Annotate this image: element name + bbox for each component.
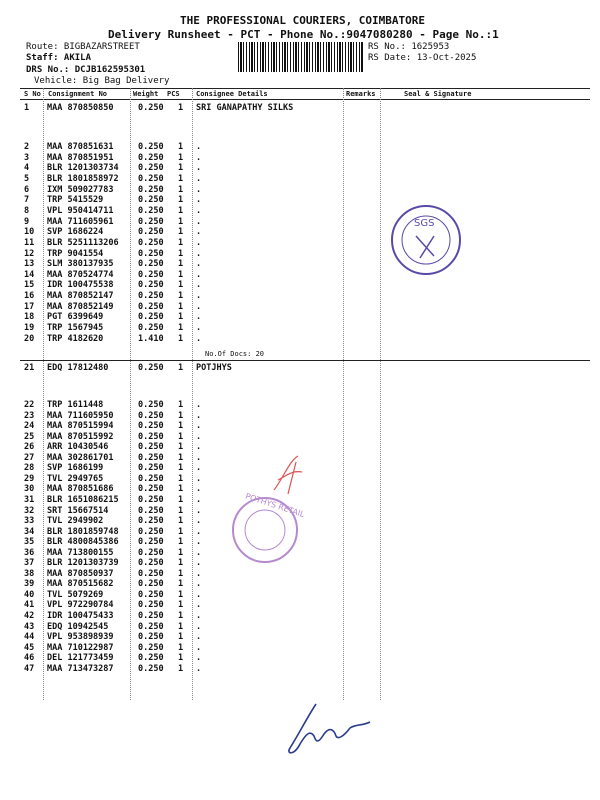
row-sno: 33 xyxy=(24,516,35,527)
row-pcs: 1 xyxy=(178,163,184,174)
row-consignment: MAA 870851951 xyxy=(47,152,114,163)
row-pcs: 1 xyxy=(178,410,184,421)
row-sno: 34 xyxy=(24,526,35,537)
row-consignee: . xyxy=(196,195,202,206)
table-row xyxy=(0,600,600,610)
row-sno: 31 xyxy=(24,494,35,505)
table-row xyxy=(0,153,600,163)
table-row xyxy=(0,238,600,248)
staff-label: Staff: AKILA xyxy=(26,53,92,63)
row-sno: 45 xyxy=(24,642,35,653)
row-consignee: . xyxy=(196,621,202,632)
row-consignee: . xyxy=(196,312,202,323)
row-sno: 43 xyxy=(24,621,35,632)
table-row xyxy=(0,664,600,674)
row-consignment: BLR 5251113206 xyxy=(47,237,119,248)
row-weight: 0.250 xyxy=(138,280,164,291)
barcode xyxy=(238,42,364,72)
row-consignment: IXM 509027783 xyxy=(47,184,114,195)
col-consignee: Consignee Details xyxy=(196,90,268,98)
row-weight: 0.250 xyxy=(138,237,164,248)
row-sno: 6 xyxy=(24,184,30,195)
row-pcs: 1 xyxy=(178,653,184,664)
table-row xyxy=(0,291,600,301)
row-pcs: 1 xyxy=(178,248,184,259)
row-sno: 42 xyxy=(24,611,35,621)
row-consignee: . xyxy=(196,163,202,174)
row-consignee: . xyxy=(196,291,202,302)
row-sno: 23 xyxy=(24,410,35,421)
row-pcs: 1 xyxy=(178,237,184,248)
pothys-stamp xyxy=(222,490,308,570)
row-consignee: . xyxy=(196,400,202,410)
row-sno: 36 xyxy=(24,547,35,558)
row-consignee: . xyxy=(196,184,202,195)
row-consignment: BLR 1651086215 xyxy=(47,494,119,505)
col-sno: S No xyxy=(24,90,41,98)
table-row xyxy=(0,249,600,259)
row-consignee: POTJHYS xyxy=(196,363,232,373)
table-row xyxy=(0,411,600,421)
row-weight: 0.250 xyxy=(138,400,164,410)
table-row xyxy=(0,632,600,642)
row-sno: 1 xyxy=(24,103,30,113)
col-remarks: Remarks xyxy=(346,90,376,98)
table-row xyxy=(0,302,600,312)
table-row xyxy=(0,611,600,621)
table-row xyxy=(0,334,600,344)
row-sno: 47 xyxy=(24,663,35,674)
row-weight: 0.250 xyxy=(138,589,164,600)
table-row xyxy=(0,217,600,227)
row-consignee: . xyxy=(196,452,202,463)
row-weight: 0.250 xyxy=(138,431,164,442)
row-consignment: MAA 870851631 xyxy=(47,142,114,152)
row-sno: 13 xyxy=(24,259,35,270)
row-sno: 3 xyxy=(24,152,30,163)
row-consignment: BLR 1801859748 xyxy=(47,526,119,537)
row-pcs: 1 xyxy=(178,323,184,334)
row-weight: 0.250 xyxy=(138,463,164,474)
row-consignee: . xyxy=(196,653,202,664)
row-weight: 0.250 xyxy=(138,442,164,453)
row-weight: 0.250 xyxy=(138,653,164,664)
row-sno: 7 xyxy=(24,195,30,206)
row-weight: 0.250 xyxy=(138,642,164,653)
row-weight: 0.250 xyxy=(138,363,164,373)
row-consignee: . xyxy=(196,205,202,216)
row-pcs: 1 xyxy=(178,663,184,674)
row-consignment: ARR 10430546 xyxy=(47,442,109,453)
row-sno: 30 xyxy=(24,484,35,495)
row-weight: 0.250 xyxy=(138,558,164,569)
row-weight: 0.250 xyxy=(138,227,164,238)
row-weight: 0.250 xyxy=(138,494,164,505)
table-row xyxy=(0,174,600,184)
row-consignee: . xyxy=(196,526,202,537)
row-consignee: . xyxy=(196,173,202,184)
row-consignment: MAA 870852149 xyxy=(47,301,114,312)
row-consignment: BLR 1201303734 xyxy=(47,163,119,174)
row-pcs: 1 xyxy=(178,363,184,373)
table-row xyxy=(0,185,600,195)
group-rule xyxy=(20,360,590,361)
row-pcs: 1 xyxy=(178,421,184,432)
row-consignee: . xyxy=(196,152,202,163)
row-pcs: 1 xyxy=(178,558,184,569)
table-row xyxy=(0,103,600,113)
row-consignee: . xyxy=(196,642,202,653)
table-row xyxy=(0,590,600,600)
row-consignee: . xyxy=(196,237,202,248)
row-consignment: MAA 870851686 xyxy=(47,484,114,495)
row-sno: 15 xyxy=(24,280,35,291)
sgs-stamp xyxy=(386,200,466,280)
row-consignee: . xyxy=(196,333,202,344)
row-weight: 0.250 xyxy=(138,216,164,227)
row-consignment: TVL 2949902 xyxy=(47,516,104,527)
row-consignee: . xyxy=(196,568,202,579)
row-consignment: BLR 4800845386 xyxy=(47,537,119,548)
row-consignee: . xyxy=(196,142,202,152)
header-bottom-rule xyxy=(20,99,590,100)
row-consignment: SLM 380137935 xyxy=(47,259,114,270)
row-consignee: . xyxy=(196,323,202,334)
row-consignment: BLR 1201303739 xyxy=(47,558,119,569)
pothys-stamp-text: POTHYS RETAIL xyxy=(244,491,306,520)
row-pcs: 1 xyxy=(178,600,184,611)
row-pcs: 1 xyxy=(178,589,184,600)
row-weight: 0.250 xyxy=(138,452,164,463)
table-row xyxy=(0,363,600,373)
row-consignment: TRP 1611448 xyxy=(47,400,104,410)
row-consignee: . xyxy=(196,579,202,590)
row-weight: 0.250 xyxy=(138,163,164,174)
row-pcs: 1 xyxy=(178,280,184,291)
row-sno: 8 xyxy=(24,205,30,216)
table-row xyxy=(0,206,600,216)
table-row xyxy=(0,643,600,653)
row-sno: 35 xyxy=(24,537,35,548)
row-weight: 0.250 xyxy=(138,579,164,590)
row-sno: 26 xyxy=(24,442,35,453)
row-consignment: SRT 15667514 xyxy=(47,505,109,516)
row-consignment: TRP 9041554 xyxy=(47,248,104,259)
row-consignee: . xyxy=(196,259,202,270)
row-pcs: 1 xyxy=(178,173,184,184)
row-sno: 9 xyxy=(24,216,30,227)
table-row xyxy=(0,280,600,290)
sgs-stamp-text: SGS xyxy=(414,218,435,229)
row-sno: 12 xyxy=(24,248,35,259)
row-consignment: IDR 100475538 xyxy=(47,280,114,291)
doc-title: THE PROFESSIONAL COURIERS, COIMBATORE xyxy=(180,14,426,27)
row-pcs: 1 xyxy=(178,452,184,463)
row-pcs: 1 xyxy=(178,568,184,579)
row-weight: 0.250 xyxy=(138,621,164,632)
row-consignee: . xyxy=(196,442,202,453)
row-consignment: TVL 5079269 xyxy=(47,589,104,600)
table-row xyxy=(0,312,600,322)
col-seal: Seal & Signature xyxy=(404,90,472,98)
row-pcs: 1 xyxy=(178,494,184,505)
row-weight: 0.250 xyxy=(138,421,164,432)
row-sno: 18 xyxy=(24,312,35,323)
row-weight: 1.410 xyxy=(138,333,164,344)
row-consignee: . xyxy=(196,516,202,527)
row-pcs: 1 xyxy=(178,442,184,453)
drs-number: DRS No.: DCJB162595301 xyxy=(26,65,146,75)
row-pcs: 1 xyxy=(178,516,184,527)
row-consignee: . xyxy=(196,505,202,516)
row-consignment: TRP 1567945 xyxy=(47,323,104,334)
no-of-docs: No.Of Docs: 20 xyxy=(205,350,265,358)
row-consignment: SVP 1686199 xyxy=(47,463,104,474)
table-row xyxy=(0,323,600,333)
header-top-rule xyxy=(20,88,590,89)
table-row xyxy=(0,400,600,410)
row-pcs: 1 xyxy=(178,621,184,632)
table-row xyxy=(0,270,600,280)
row-pcs: 1 xyxy=(178,216,184,227)
row-sno: 11 xyxy=(24,237,35,248)
row-weight: 0.250 xyxy=(138,152,164,163)
row-weight: 0.250 xyxy=(138,568,164,579)
row-consignee: SRI GANAPATHY SILKS xyxy=(196,103,294,113)
row-sno: 27 xyxy=(24,452,35,463)
row-weight: 0.250 xyxy=(138,473,164,484)
row-consignment: TVL 2949765 xyxy=(47,473,104,484)
row-pcs: 1 xyxy=(178,152,184,163)
row-sno: 21 xyxy=(24,363,35,373)
row-weight: 0.250 xyxy=(138,205,164,216)
route-label: Route: BIGBAZARSTREET xyxy=(26,42,140,52)
row-pcs: 1 xyxy=(178,642,184,653)
table-row xyxy=(0,622,600,632)
row-weight: 0.250 xyxy=(138,410,164,421)
table-row xyxy=(0,569,600,579)
row-consignment: MAA 870524774 xyxy=(47,269,114,280)
row-sno: 28 xyxy=(24,463,35,474)
row-weight: 0.250 xyxy=(138,269,164,280)
row-consignment: MAA 711605961 xyxy=(47,216,114,227)
row-weight: 0.250 xyxy=(138,173,164,184)
row-sno: 32 xyxy=(24,505,35,516)
row-pcs: 1 xyxy=(178,333,184,344)
row-pcs: 1 xyxy=(178,291,184,302)
row-pcs: 1 xyxy=(178,526,184,537)
row-weight: 0.250 xyxy=(138,526,164,537)
table-row xyxy=(0,579,600,589)
row-consignment: EDQ 17812480 xyxy=(47,363,109,373)
row-sno: 14 xyxy=(24,269,35,280)
row-weight: 0.250 xyxy=(138,103,164,113)
row-weight: 0.250 xyxy=(138,312,164,323)
col-weight: Weight xyxy=(133,90,159,98)
row-sno: 19 xyxy=(24,323,35,334)
row-consignment: MAA 710122987 xyxy=(47,642,114,653)
row-pcs: 1 xyxy=(178,537,184,548)
row-sno: 41 xyxy=(24,600,35,611)
row-consignee: . xyxy=(196,410,202,421)
table-row xyxy=(0,259,600,269)
row-pcs: 1 xyxy=(178,547,184,558)
row-pcs: 1 xyxy=(178,205,184,216)
red-scribble xyxy=(268,450,308,500)
row-consignment: TRP 5415529 xyxy=(47,195,104,206)
row-pcs: 1 xyxy=(178,259,184,270)
row-consignee: . xyxy=(196,431,202,442)
row-sno: 40 xyxy=(24,589,35,600)
row-consignment: PGT 6399649 xyxy=(47,312,104,323)
row-consignee: . xyxy=(196,632,202,643)
row-sno: 10 xyxy=(24,227,35,238)
row-weight: 0.250 xyxy=(138,632,164,643)
table-row xyxy=(0,142,600,152)
doc-subtitle: Delivery Runsheet - PCT - Phone No.:9047080280 - Page No.:1 xyxy=(108,28,499,41)
row-consignee: . xyxy=(196,216,202,227)
row-consignee: . xyxy=(196,558,202,569)
row-weight: 0.250 xyxy=(138,505,164,516)
rs-number: RS No.: 1625953 xyxy=(368,42,450,52)
row-weight: 0.250 xyxy=(138,259,164,270)
row-consignment: VPL 953898939 xyxy=(47,632,114,643)
row-pcs: 1 xyxy=(178,301,184,312)
row-consignment: MAA 870515994 xyxy=(47,421,114,432)
row-consignment: MAA 713473287 xyxy=(47,663,114,674)
row-consignment: VPL 950414711 xyxy=(47,205,114,216)
row-weight: 0.250 xyxy=(138,484,164,495)
row-sno: 25 xyxy=(24,431,35,442)
row-weight: 0.250 xyxy=(138,516,164,527)
signature xyxy=(270,696,380,766)
row-weight: 0.250 xyxy=(138,547,164,558)
row-sno: 22 xyxy=(24,400,35,410)
table-row xyxy=(0,421,600,431)
row-consignee: . xyxy=(196,248,202,259)
row-pcs: 1 xyxy=(178,505,184,516)
row-consignee: . xyxy=(196,611,202,621)
row-consignee: . xyxy=(196,301,202,312)
row-consignee: . xyxy=(196,494,202,505)
row-weight: 0.250 xyxy=(138,184,164,195)
row-sno: 17 xyxy=(24,301,35,312)
table-row xyxy=(0,432,600,442)
row-sno: 38 xyxy=(24,568,35,579)
row-pcs: 1 xyxy=(178,632,184,643)
row-consignment: EDQ 10942545 xyxy=(47,621,109,632)
row-consignment: MAA 711605950 xyxy=(47,410,114,421)
row-sno: 37 xyxy=(24,558,35,569)
row-sno: 20 xyxy=(24,333,35,344)
vehicle-label: Vehicle: Big Bag Delivery xyxy=(34,76,170,86)
row-consignee: . xyxy=(196,484,202,495)
row-pcs: 1 xyxy=(178,400,184,410)
row-weight: 0.250 xyxy=(138,195,164,206)
row-weight: 0.250 xyxy=(138,248,164,259)
row-pcs: 1 xyxy=(178,269,184,280)
table-row xyxy=(0,227,600,237)
table-row xyxy=(0,163,600,173)
row-consignee: . xyxy=(196,280,202,291)
row-pcs: 1 xyxy=(178,312,184,323)
row-sno: 46 xyxy=(24,653,35,664)
row-weight: 0.250 xyxy=(138,537,164,548)
row-pcs: 1 xyxy=(178,463,184,474)
row-sno: 29 xyxy=(24,473,35,484)
table-row xyxy=(0,653,600,663)
row-consignment: MAA 870515682 xyxy=(47,579,114,590)
row-pcs: 1 xyxy=(178,227,184,238)
row-sno: 39 xyxy=(24,579,35,590)
row-weight: 0.250 xyxy=(138,142,164,152)
row-consignment: BLR 1801858972 xyxy=(47,173,119,184)
row-consignee: . xyxy=(196,227,202,238)
row-consignment: MAA 870852147 xyxy=(47,291,114,302)
col-pcs: PCS xyxy=(167,90,180,98)
row-consignment: MAA 870850850 xyxy=(47,103,114,113)
row-pcs: 1 xyxy=(178,195,184,206)
row-consignee: . xyxy=(196,269,202,280)
row-sno: 44 xyxy=(24,632,35,643)
row-sno: 4 xyxy=(24,163,30,174)
row-weight: 0.250 xyxy=(138,611,164,621)
row-pcs: 1 xyxy=(178,484,184,495)
row-pcs: 1 xyxy=(178,142,184,152)
row-pcs: 1 xyxy=(178,611,184,621)
row-weight: 0.250 xyxy=(138,323,164,334)
row-consignee: . xyxy=(196,463,202,474)
row-weight: 0.250 xyxy=(138,301,164,312)
row-consignment: DEL 121773459 xyxy=(47,653,114,664)
row-weight: 0.250 xyxy=(138,600,164,611)
row-consignment: TRP 4182620 xyxy=(47,333,104,344)
row-consignment: MAA 870850937 xyxy=(47,568,114,579)
row-sno: 24 xyxy=(24,421,35,432)
row-consignee: . xyxy=(196,473,202,484)
row-consignee: . xyxy=(196,537,202,548)
row-pcs: 1 xyxy=(178,103,184,113)
row-pcs: 1 xyxy=(178,184,184,195)
row-consignee: . xyxy=(196,547,202,558)
table-row xyxy=(0,195,600,205)
row-consignment: VPL 972290784 xyxy=(47,600,114,611)
row-consignee: . xyxy=(196,600,202,611)
row-weight: 0.250 xyxy=(138,663,164,674)
row-consignee: . xyxy=(196,663,202,674)
row-consignment: MAA 302861701 xyxy=(47,452,114,463)
row-pcs: 1 xyxy=(178,431,184,442)
row-consignment: IDR 100475433 xyxy=(47,611,114,621)
row-consignee: . xyxy=(196,589,202,600)
row-consignment: MAA 713800155 xyxy=(47,547,114,558)
row-consignment: MAA 870515992 xyxy=(47,431,114,442)
row-sno: 5 xyxy=(24,173,30,184)
row-consignee: . xyxy=(196,421,202,432)
row-pcs: 1 xyxy=(178,473,184,484)
row-consignment: SVP 1686224 xyxy=(47,227,104,238)
row-sno: 2 xyxy=(24,142,30,152)
rs-date: RS Date: 13-Oct-2025 xyxy=(368,53,477,63)
row-sno: 16 xyxy=(24,291,35,302)
col-consignment: Consignment No xyxy=(48,90,108,98)
row-weight: 0.250 xyxy=(138,291,164,302)
row-pcs: 1 xyxy=(178,579,184,590)
